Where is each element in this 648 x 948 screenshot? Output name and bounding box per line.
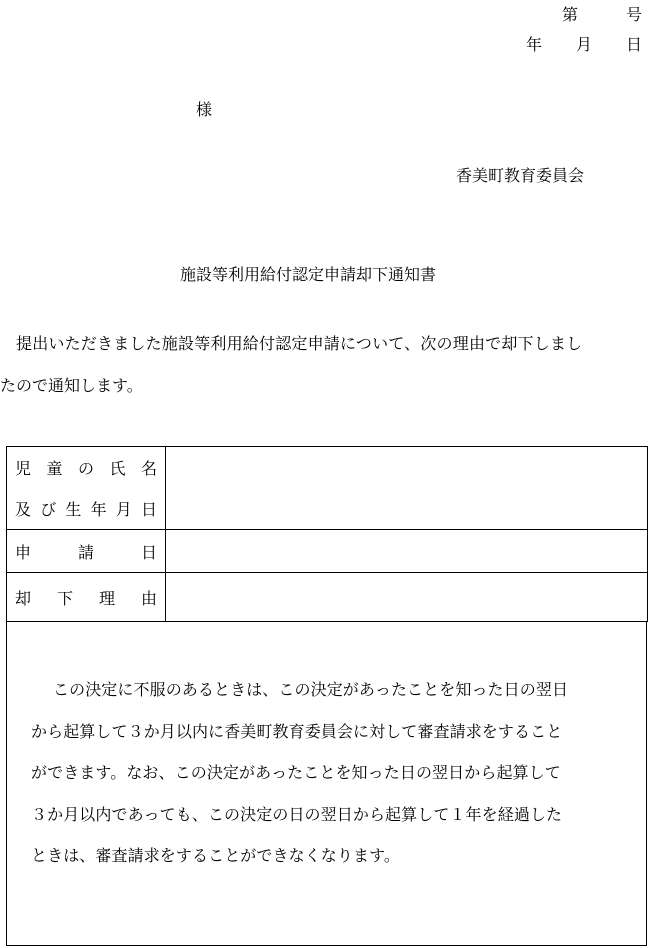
date-year-label: 年 bbox=[525, 35, 542, 54]
label-char: 請 bbox=[77, 542, 94, 562]
label-char: 日 bbox=[140, 500, 157, 519]
info-table bbox=[6, 446, 648, 622]
appeal-notice-line-2: から起算して３か月以内に香美町教育委員会に対して審査請求をすること bbox=[31, 722, 563, 741]
document-title: 施設等利用給付認定申請却下通知書 bbox=[180, 265, 437, 284]
body-text-line-2: たので通知します。 bbox=[0, 376, 143, 395]
label-char: 童 bbox=[46, 459, 63, 478]
rejection-reason-value-cell[interactable] bbox=[166, 573, 648, 622]
label-char: 氏 bbox=[109, 459, 126, 478]
label-char: 日 bbox=[140, 542, 157, 562]
number-label-dai: 第 bbox=[561, 5, 578, 24]
label-char: 申 bbox=[15, 542, 32, 562]
date-month-label: 月 bbox=[575, 35, 592, 54]
table-row-child-name bbox=[7, 447, 648, 530]
child-name-value-cell[interactable] bbox=[166, 447, 648, 530]
document-date bbox=[526, 32, 642, 55]
date-day-label: 日 bbox=[625, 35, 642, 54]
appeal-notice-box bbox=[6, 622, 647, 946]
child-name-label-line-1 bbox=[7, 456, 165, 479]
application-date-label-cell bbox=[7, 530, 166, 573]
label-char: 児 bbox=[15, 459, 32, 478]
label-char: 月 bbox=[115, 500, 132, 519]
appeal-notice-line-5: ときは、審査請求をすることができなくなります。 bbox=[31, 846, 401, 865]
child-name-label-cell bbox=[7, 447, 166, 530]
number-label-go: 号 bbox=[625, 5, 642, 24]
application-date-value-cell[interactable] bbox=[166, 530, 648, 573]
label-char: 理 bbox=[98, 588, 115, 608]
label-char: び bbox=[40, 500, 57, 519]
table-row-application-date bbox=[7, 530, 648, 573]
appeal-notice-line-3: ができます。なお、この決定があったことを知った日の翌日から起算して bbox=[31, 763, 561, 782]
appeal-notice-line-1: この決定に不服のあるときは、この決定があったことを知った日の翌日 bbox=[53, 680, 569, 699]
label-char: 名 bbox=[140, 459, 157, 478]
label-char: 及 bbox=[15, 500, 32, 519]
issuer-name: 香美町教育委員会 bbox=[456, 166, 585, 185]
label-char: 下 bbox=[56, 588, 73, 608]
label-char: 生 bbox=[65, 500, 82, 519]
label-char: 年 bbox=[90, 500, 107, 519]
label-char: 却 bbox=[15, 588, 32, 608]
body-text-line-1: 提出いただきました施設等利用給付認定申請について、次の理由で却下しまし bbox=[16, 334, 583, 353]
label-char: の bbox=[77, 459, 94, 478]
appeal-notice-line-4: ３か月以内であっても、この決定の日の翌日から起算して１年を経過した bbox=[31, 805, 563, 824]
recipient-suffix: 様 bbox=[196, 100, 213, 119]
rejection-reason-label-cell bbox=[7, 573, 166, 622]
child-name-label-line-2 bbox=[7, 497, 165, 520]
document-number bbox=[562, 2, 642, 25]
table-row-rejection-reason bbox=[7, 573, 648, 622]
label-char: 由 bbox=[140, 588, 157, 608]
